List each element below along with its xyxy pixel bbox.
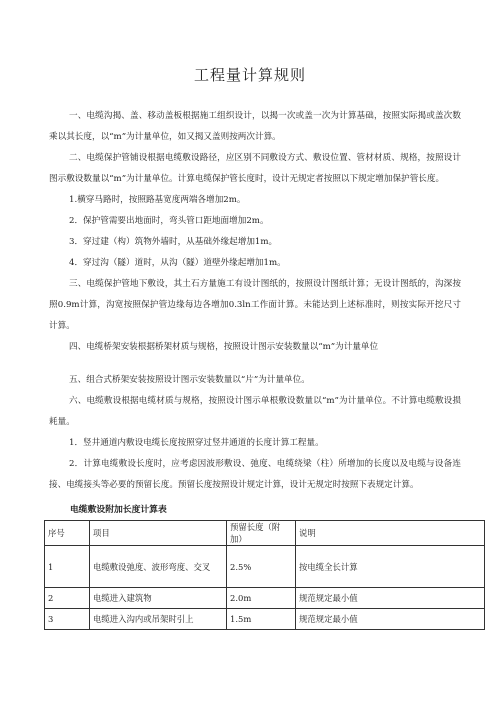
row-item: 电缆敷设弛度、波形弯度、交叉 — [90, 546, 227, 588]
row-item: 电缆进入建筑物 — [90, 588, 227, 609]
table-header-row — [45, 521, 485, 546]
row-length: 2.5% — [227, 546, 296, 588]
table-row — [45, 546, 485, 588]
row-note: 按电缆全长计算 — [296, 546, 485, 588]
paragraph: 六、电缆敷设根据电缆材质与规格，按照设计图示单根敷设数量以“m”为计量单位。不计算电缆敷设损耗量。 — [49, 396, 461, 427]
paragraph: 1.横穿马路时，按照路基宽度两端各增加2m。 — [69, 195, 246, 205]
row-index: 1 — [45, 546, 90, 588]
paragraph: 二、电缆保护管铺设根据电缆敷设路径，应区别不同敷设方式、敷设位置、管材材质、规格，按照设计图示敷设数量以“m”为计量单位。计算电缆保护管长度时，设计无规定者按照以下规定增加保护管长度。 — [49, 153, 461, 184]
table-row — [45, 588, 485, 609]
col-header-index: 序号 — [45, 521, 90, 546]
paragraph: 五、组合式桥架安装按照设计图示安装数量以“片”为计量单位。 — [69, 375, 310, 385]
table-row — [45, 609, 485, 630]
row-index: 2 — [45, 588, 90, 609]
paragraph: 3．穿过建（构）筑物外墙时，从基础外缘起增加1m。 — [69, 237, 278, 247]
paragraph: 四、电缆桥架安装根据桥架材质与规格，按照设计图示安装数量以“m”为计量单位 — [69, 342, 379, 352]
row-length: 1.5m — [227, 609, 296, 630]
table-title: 电缆敷设附加长度计算表 — [70, 505, 167, 515]
paragraph: 三、电缆保护管地下敷设，其土石方量施工有设计图纸的，按照设计图纸计算；无设计图纸的，沟深按照0.9m计算，沟宽按照保护管边缘每边各增加0.3ln工作面计算。未能达到上述标准时，则按实际开挖尺寸计算。 — [49, 279, 461, 331]
row-index: 3 — [45, 609, 90, 630]
paragraph: 1．竖井通道内敷设电缆长度按照穿过竖井通道的长度计算工程量。 — [69, 438, 324, 448]
paragraph: 2．计算电缆敷设长度时，应考虑因波形敷设、弛度、电缆绕梁（柱）所增加的长度以及电缆与设备连接、电缆接头等必要的预留长度。预留长度按照设计规定计算，设计无规定时按照下表规定计算。 — [49, 459, 461, 490]
col-header-length: 预留长度（附加） — [227, 521, 296, 546]
row-note: 规范规定最小值 — [296, 609, 485, 630]
cable-length-table — [44, 520, 485, 630]
page-title: 工程量计算规则 — [193, 66, 306, 84]
col-header-note: 说明 — [296, 521, 485, 546]
row-item: 电缆进入沟内或吊架时引上 — [90, 609, 227, 630]
paragraph: 2．保护管需要出地面时，弯头管口距地面增加2m。 — [69, 216, 269, 226]
col-header-item: 项目 — [90, 521, 227, 546]
paragraph: 4．穿过沟（隧）道时，从沟（隧）道壁外缘起增加1m。 — [69, 258, 286, 268]
row-note: 规范规定最小值 — [296, 588, 485, 609]
row-length: 2.0m — [227, 588, 296, 609]
paragraph: 一、电缆沟揭、盖、移动盖板根据施工组织设计，以揭一次或盖一次为计算基础，按照实际揭或盖次数乘以其长度，以“m”为计量单位，如又揭又盖则按两次计算。 — [49, 111, 461, 142]
